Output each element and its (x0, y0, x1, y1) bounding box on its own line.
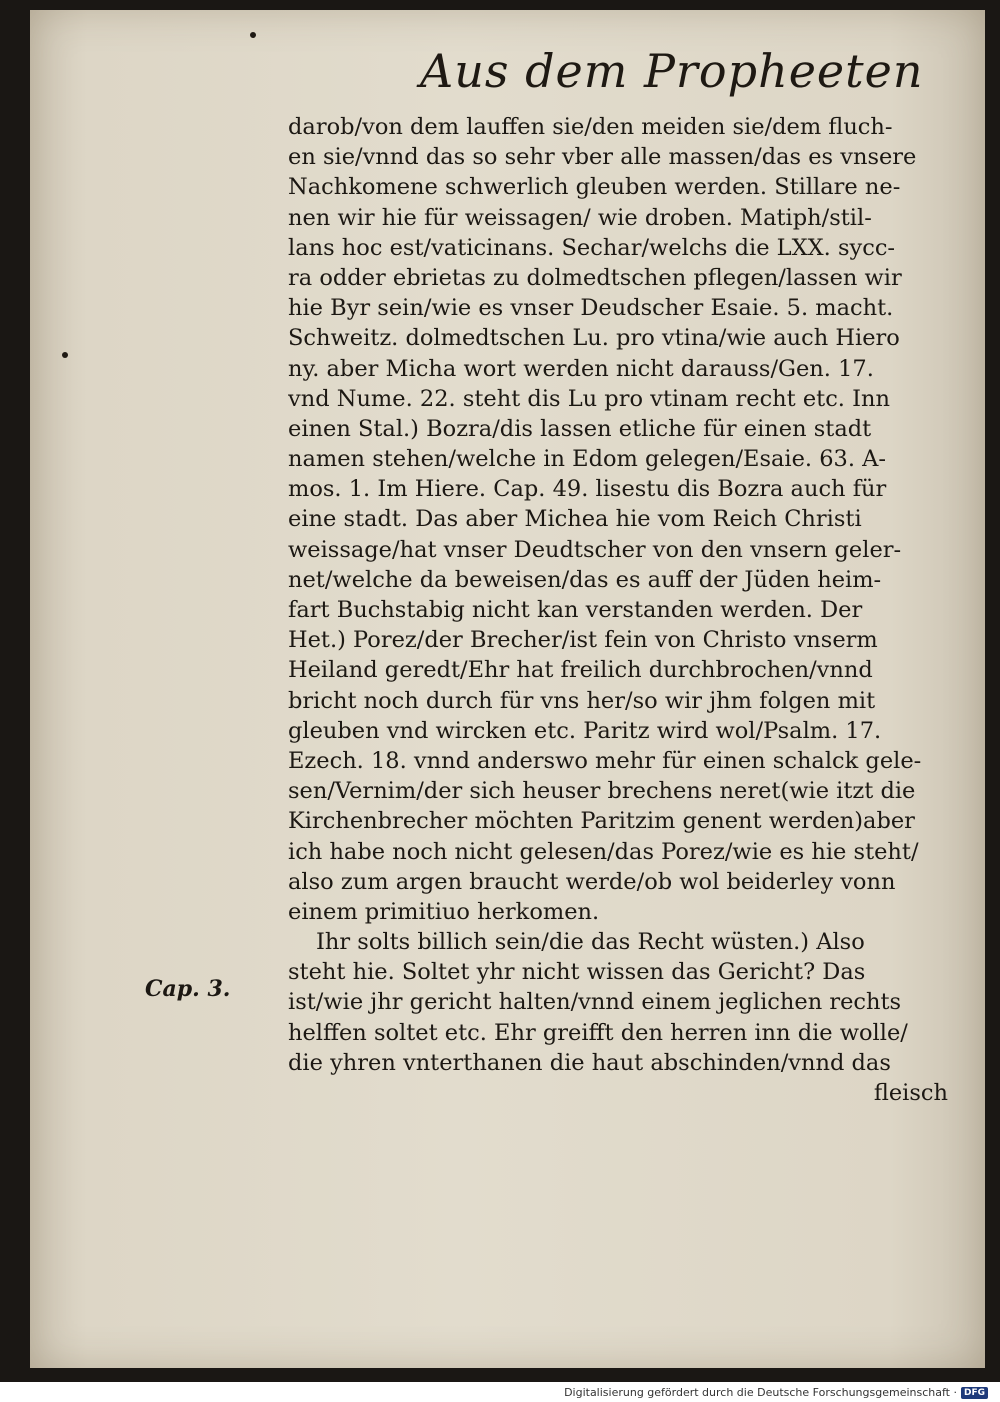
text-line: ra odder ebrietas zu dolmedtschen pflegen/lassen wir (288, 264, 902, 291)
text-line: ich habe noch nicht gelesen/das Porez/wie es hie steht/ (288, 838, 919, 865)
catchword: fleisch (873, 1080, 948, 1106)
text-line: helffen soltet etc. Ehr greifft den herren inn die wolle/ (288, 1019, 908, 1046)
text-line: sen/Vernim/der sich heuser brechens neret(wie itzt die (288, 778, 916, 805)
text-line: einem primitiuo herkomen. (288, 898, 600, 925)
text-line: lans hoc est/vaticinans. Sechar/welchs die LXX. sycc- (288, 234, 896, 261)
text-line: Heiland geredt/Ehr hat freilich durchbrochen/vnnd (288, 657, 873, 684)
text-line: nen wir hie für weissagen/ wie droben. Matiph/stil- (288, 204, 872, 231)
margin-note-chapter: Cap. 3. (145, 976, 231, 1002)
funding-credit: Digitalisierung gefördert durch die Deutsche Forschungsgemeinschaft · (564, 1386, 957, 1399)
text-line: eine stadt. Das aber Michea hie vom Reich Christi (288, 506, 862, 533)
text-line: weissage/hat vnser Deudtscher von den vnsern geler- (288, 536, 902, 563)
margin-dot-middle (62, 352, 68, 358)
text-line: Schweitz. dolmedtschen Lu. pro vtina/wie auch Hiero (288, 325, 900, 352)
dfg-logo: DFG (961, 1387, 988, 1399)
text-line: namen stehen/welche in Edom gelegen/Esaie. 63. A- (288, 446, 887, 473)
text-line: Kirchenbrecher möchten Paritzim genent werden)aber (288, 808, 915, 835)
text-line: darob/von dem lauffen sie/den meiden sie/dem fluch- (288, 114, 893, 140)
text-line: hie Byr sein/wie es vnser Deudscher Esaie. 5. macht. (288, 295, 894, 322)
text-line: steht hie. Soltet yhr nicht wissen das Gericht? Das (288, 959, 866, 986)
text-line: Ihr solts billich sein/die das Recht wüsten.) Also (316, 929, 865, 956)
text-line: Ezech. 18. vnnd anderswo mehr für einen schalck gele- (288, 747, 922, 774)
text-line: vnd Nume. 22. steht dis Lu pro vtinam recht etc. Inn (288, 385, 890, 412)
text-line: en sie/vnnd das so sehr vber alle massen/das es vnsere (288, 144, 917, 171)
body-text (288, 112, 948, 1108)
text-line: ny. aber Micha wort werden nicht darauss/Gen. 17. (288, 355, 874, 382)
text-line: einen Stal.) Bozra/dis lassen etliche für einen stadt (288, 415, 872, 442)
text-line: mos. 1. Im Hiere. Cap. 49. lisestu dis Bozra auch für (288, 476, 887, 503)
text-line: bricht noch durch für vns her/so wir jhm folgen mit (288, 687, 876, 714)
text-line: Het.) Porez/der Brecher/ist fein von Christo vnserm (288, 627, 878, 654)
text-line: die yhren vnterthanen die haut abschinden/vnnd das (288, 1049, 891, 1076)
running-head: Aus dem Propheeten (420, 44, 924, 98)
margin-dot-top (250, 32, 256, 38)
text-line: Nachkomene schwerlich gleuben werden. Stillare ne- (288, 174, 901, 201)
text-line: gleuben vnd wircken etc. Paritz wird wol/Psalm. 17. (288, 717, 882, 744)
text-line: fart Buchstabig nicht kan verstanden werden. Der (288, 597, 863, 623)
text-line: also zum argen braucht werde/ob wol beiderley vonn (288, 868, 896, 895)
digitization-footer (564, 1386, 988, 1399)
text-line: ist/wie jhr gericht halten/vnnd einem jeglichen rechts (288, 989, 902, 1016)
text-line: net/welche da beweisen/das es auff der Jüden heim- (288, 566, 882, 593)
